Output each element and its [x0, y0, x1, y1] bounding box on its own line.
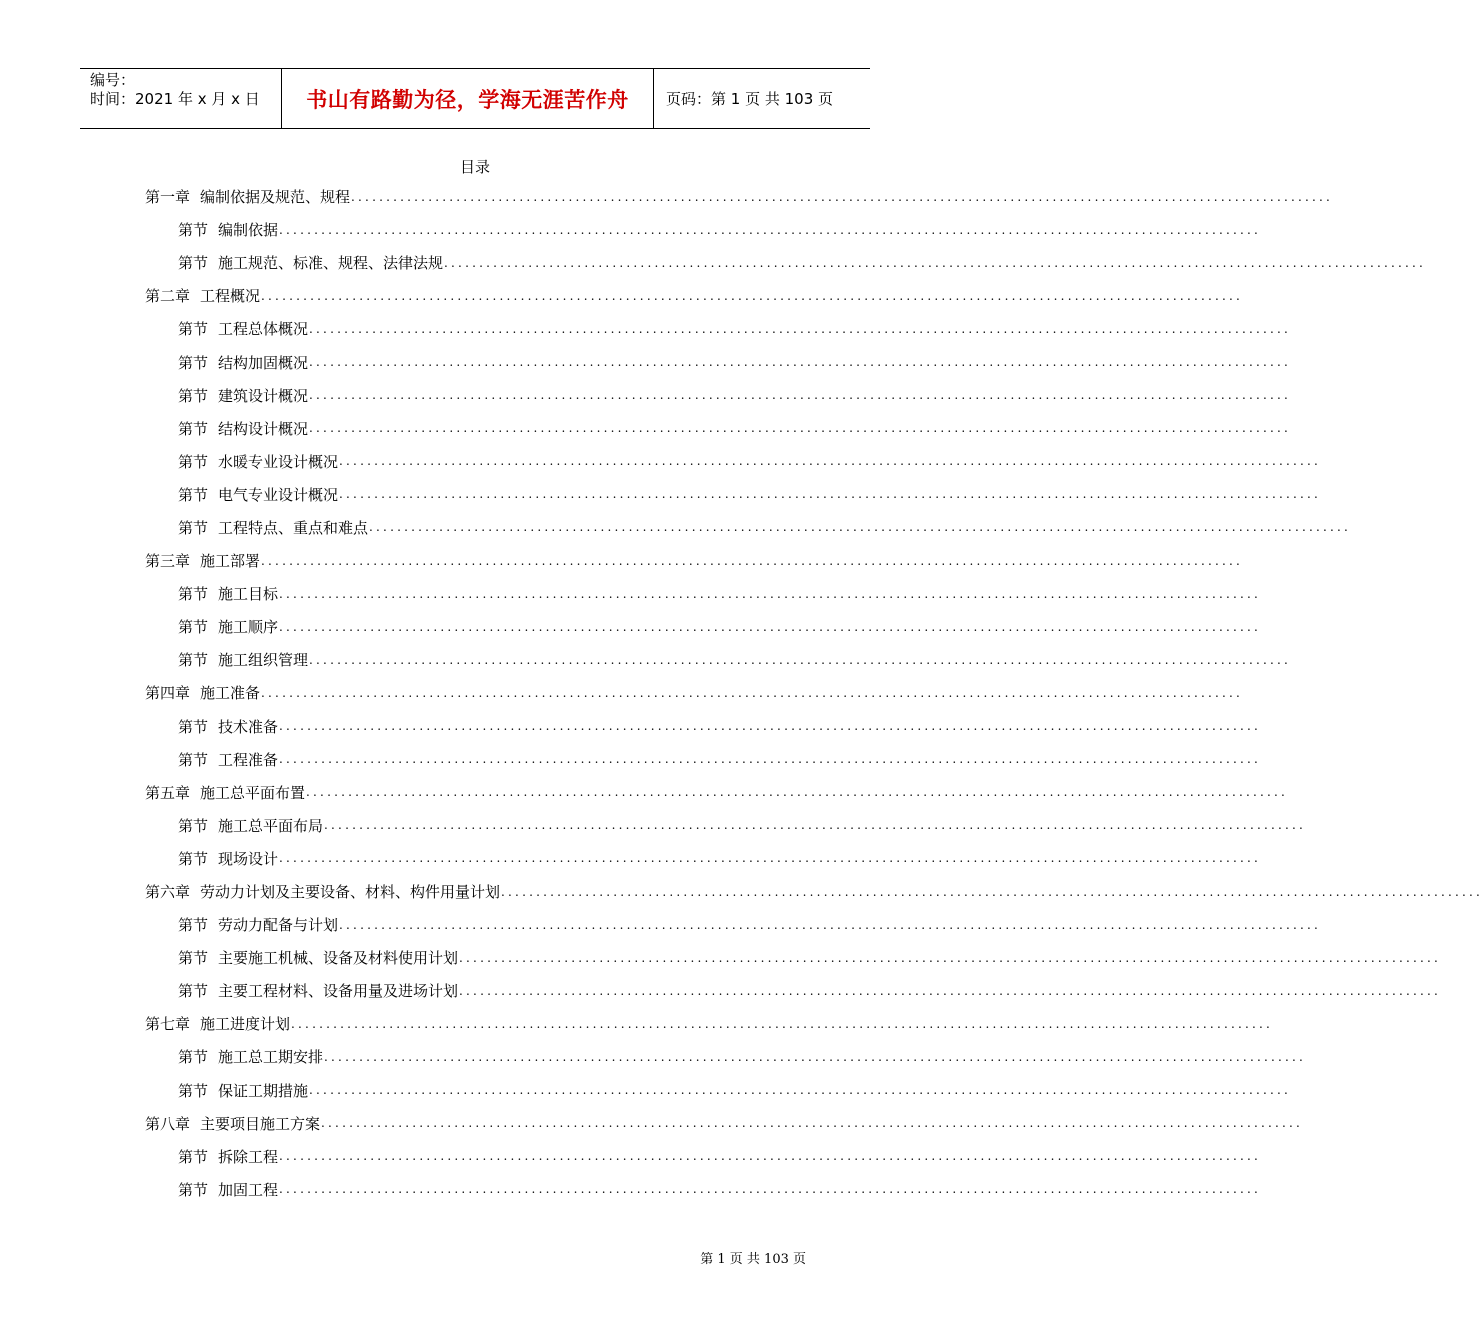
toc-section-entry[interactable] — [145, 445, 1322, 478]
toc-section-entry[interactable] — [145, 1140, 1262, 1173]
toc-entry-title: 施工顺序 — [218, 618, 279, 637]
toc-chapter-entry[interactable] — [145, 1107, 1304, 1140]
toc-dot-leader: ............................................................................................................................................ — [309, 355, 1292, 370]
toc-entry-number: 第节 — [178, 849, 209, 868]
toc-section-entry[interactable] — [145, 412, 1292, 445]
toc-section-entry[interactable] — [145, 1173, 1262, 1206]
table-of-contents — [145, 180, 1483, 1206]
toc-entry-title: 工程总体概况 — [218, 320, 309, 339]
toc-entry-title: 施工进度计划 — [200, 1015, 291, 1034]
toc-entry-number: 第节 — [178, 816, 209, 835]
toc-entry-title: 劳动力配备与计划 — [218, 916, 339, 935]
toc-dot-leader: ............................................................................................................................................ — [279, 222, 1262, 237]
toc-section-entry[interactable] — [145, 941, 1442, 974]
toc-entry-title: 编制依据及规范、规程 — [200, 188, 351, 207]
header-page-cell — [654, 69, 870, 128]
toc-entry-number: 第节 — [178, 717, 209, 736]
toc-dot-leader: ............................................................................................................................................ — [324, 1049, 1307, 1064]
toc-entry-title: 工程准备 — [218, 750, 279, 769]
toc-entry-number: 第七章 — [145, 1015, 191, 1034]
toc-entry-number: 第节 — [178, 1048, 209, 1067]
toc-dot-leader: ............................................................................................................................................ — [459, 983, 1442, 998]
toc-dot-leader: ............................................................................................................................................ — [309, 321, 1292, 336]
toc-dot-leader: ............................................................................................................................................ — [339, 917, 1322, 932]
toc-dot-leader: ............................................................................................................................................ — [369, 520, 1352, 535]
toc-section-entry[interactable] — [145, 379, 1292, 412]
toc-dot-leader: ............................................................................................................................................ — [321, 1116, 1304, 1131]
toc-entry-title: 加固工程 — [218, 1180, 279, 1199]
toc-dot-leader: ............................................................................................................................................ — [279, 586, 1262, 601]
toc-entry-number: 第三章 — [145, 552, 191, 571]
toc-entry-title: 结构加固概况 — [218, 353, 309, 372]
motto-text: 书山有路勤为径，学海无涯苦作舟 — [306, 87, 629, 112]
toc-entry-title: 施工总平面布置 — [200, 783, 306, 802]
toc-entry-number: 第节 — [178, 386, 209, 405]
header-motto-cell — [282, 69, 654, 128]
toc-entry-number: 第节 — [178, 949, 209, 968]
toc-section-entry[interactable] — [145, 312, 1292, 345]
toc-dot-leader: ............................................................................................................................................ — [279, 719, 1262, 734]
toc-entry-number: 第二章 — [145, 287, 191, 306]
toc-entry-number: 第节 — [178, 618, 209, 637]
toc-entry-number: 第节 — [178, 353, 209, 372]
toc-dot-leader: ............................................................................................................................................ — [279, 752, 1262, 767]
toc-entry-number: 第一章 — [145, 188, 191, 207]
toc-entry-number: 第节 — [178, 651, 209, 670]
toc-section-entry[interactable] — [145, 610, 1262, 643]
toc-chapter-entry[interactable] — [145, 279, 1244, 312]
toc-entry-title: 技术准备 — [218, 717, 279, 736]
toc-entry-number: 第五章 — [145, 783, 191, 802]
toc-entry-title: 施工总平面布局 — [218, 816, 324, 835]
page-header — [80, 68, 870, 129]
toc-dot-leader: ............................................................................................................................................ — [291, 1016, 1274, 1031]
toc-entry-number: 第节 — [178, 254, 209, 273]
page-footer: 第 1 页 共 103 页 — [700, 1252, 806, 1267]
toc-section-entry[interactable] — [145, 1040, 1307, 1073]
toc-section-entry[interactable] — [145, 710, 1262, 743]
toc-entry-title: 主要项目施工方案 — [200, 1114, 321, 1133]
toc-entry-title: 工程特点、重点和难点 — [218, 518, 369, 537]
toc-entry-title: 施工目标 — [218, 585, 279, 604]
toc-chapter-entry[interactable] — [145, 180, 1334, 213]
toc-section-entry[interactable] — [145, 643, 1292, 676]
toc-entry-number: 第节 — [178, 982, 209, 1001]
toc-chapter-entry[interactable] — [145, 544, 1244, 577]
toc-entry-title: 施工总工期安排 — [218, 1048, 324, 1067]
header-left-cell — [80, 69, 282, 128]
toc-dot-leader: ............................................................................................................................................ — [324, 818, 1307, 833]
toc-section-entry[interactable] — [145, 809, 1307, 842]
toc-entry-number: 第节 — [178, 452, 209, 471]
toc-dot-leader: ............................................................................................................................................ — [309, 421, 1292, 436]
toc-entry-number: 第六章 — [145, 883, 191, 902]
toc-entry-title: 主要工程材料、设备用量及进场计划 — [218, 982, 459, 1001]
toc-entry-number: 第节 — [178, 221, 209, 240]
toc-entry-title: 工程概况 — [200, 287, 261, 306]
toc-entry-title: 拆除工程 — [218, 1147, 279, 1166]
toc-dot-leader: ............................................................................................................................................ — [309, 652, 1292, 667]
toc-entry-number: 第节 — [178, 1081, 209, 1100]
toc-entry-number: 第节 — [178, 485, 209, 504]
toc-section-entry[interactable] — [145, 213, 1262, 246]
toc-entry-title: 施工规范、标准、规程、法律法规 — [218, 254, 444, 273]
toc-entry-number: 第节 — [178, 1180, 209, 1199]
toc-entry-number: 第节 — [178, 320, 209, 339]
toc-entry-number: 第节 — [178, 518, 209, 537]
toc-entry-number: 第节 — [178, 1147, 209, 1166]
toc-chapter-entry[interactable] — [145, 676, 1244, 709]
toc-dot-leader: ............................................................................................................................................ — [306, 785, 1289, 800]
toc-dot-leader: ............................................................................................................................................ — [339, 487, 1322, 502]
toc-entry-number: 第节 — [178, 419, 209, 438]
toc-dot-leader: ............................................................................................................................................ — [351, 189, 1334, 204]
toc-dot-leader: ............................................................................................................................................ — [444, 255, 1427, 270]
toc-entry-title: 现场设计 — [218, 849, 279, 868]
toc-entry-number: 第四章 — [145, 684, 191, 703]
toc-entry-title: 施工组织管理 — [218, 651, 309, 670]
toc-dot-leader: ............................................................................................................................................ — [261, 685, 1244, 700]
toc-entry-title: 施工准备 — [200, 684, 261, 703]
toc-entry-title: 建筑设计概况 — [218, 386, 309, 405]
toc-entry-number: 第节 — [178, 585, 209, 604]
toc-title: 目录 — [459, 158, 490, 176]
toc-chapter-entry[interactable] — [145, 1007, 1274, 1040]
toc-section-entry[interactable] — [145, 511, 1352, 544]
toc-dot-leader: ............................................................................................................................................ — [459, 950, 1442, 965]
toc-entry-title: 水暖专业设计概况 — [218, 452, 339, 471]
header-page-info: 页码：第 1 页 共 103 页 — [666, 90, 834, 108]
toc-entry-title: 电气专业设计概况 — [218, 485, 339, 504]
toc-entry-title: 劳动力计划及主要设备、材料、构件用量计划 — [200, 883, 501, 902]
toc-chapter-entry[interactable] — [145, 875, 1483, 908]
toc-section-entry[interactable] — [145, 974, 1442, 1007]
toc-entry-title: 施工部署 — [200, 552, 261, 571]
toc-section-entry[interactable] — [145, 743, 1262, 776]
toc-dot-leader: ............................................................................................................................................ — [279, 1182, 1262, 1197]
toc-dot-leader: ............................................................................................................................................ — [279, 619, 1262, 634]
toc-section-entry[interactable] — [145, 478, 1322, 511]
time-label: 时间：2021 年 x 月 x 日 — [90, 90, 260, 108]
toc-entry-number: 第节 — [178, 750, 209, 769]
toc-section-entry[interactable] — [145, 345, 1292, 378]
toc-dot-leader: ............................................................................................................................................ — [279, 1149, 1262, 1164]
toc-dot-leader: ............................................................................................................................................ — [261, 288, 1244, 303]
serial-label: 编号： — [90, 71, 136, 89]
toc-section-entry[interactable] — [145, 908, 1322, 941]
toc-entry-title: 结构设计概况 — [218, 419, 309, 438]
toc-entry-number: 第节 — [178, 916, 209, 935]
toc-dot-leader: ............................................................................................................................................ — [261, 553, 1244, 568]
toc-section-entry[interactable] — [145, 842, 1262, 875]
toc-entry-title: 主要施工机械、设备及材料使用计划 — [218, 949, 459, 968]
toc-dot-leader: ............................................................................................................................................ — [339, 454, 1322, 469]
toc-dot-leader: ............................................................................................................................................ — [309, 1083, 1292, 1098]
toc-chapter-entry[interactable] — [145, 776, 1289, 809]
toc-dot-leader: ............................................................................................................................................ — [309, 388, 1292, 403]
toc-entry-number: 第八章 — [145, 1114, 191, 1133]
toc-section-entry[interactable] — [145, 246, 1427, 279]
toc-section-entry[interactable] — [145, 1074, 1292, 1107]
toc-section-entry[interactable] — [145, 577, 1262, 610]
toc-dot-leader: ............................................................................................................................................ — [279, 851, 1262, 866]
toc-entry-title: 保证工期措施 — [218, 1081, 309, 1100]
toc-dot-leader: ............................................................................................................................................ — [501, 884, 1483, 899]
toc-entry-title: 编制依据 — [218, 221, 279, 240]
